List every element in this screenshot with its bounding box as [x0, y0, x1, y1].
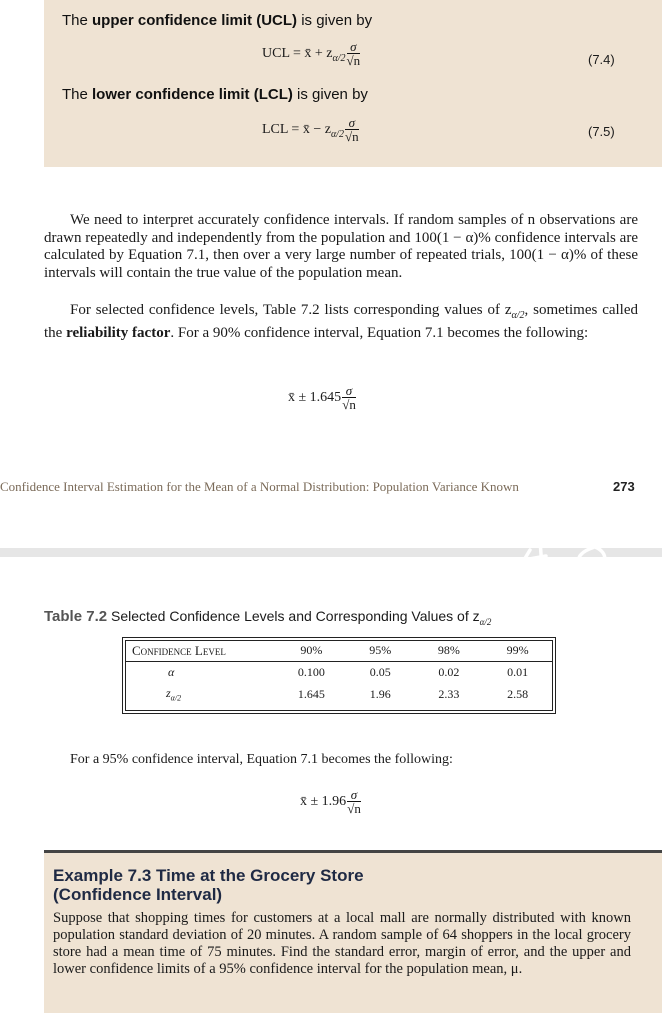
eq90-num: σ — [342, 384, 356, 398]
alpha-99: 0.01 — [507, 664, 529, 679]
level-99: 99% — [506, 643, 529, 658]
table-grid — [126, 641, 552, 705]
para2-post: . For a 90% confidence interval, Equation 7.1 becomes the following: — [170, 324, 589, 341]
ucl-definition — [62, 12, 372, 29]
lcl-fraction — [345, 116, 359, 144]
alpha-98: 0.02 — [438, 664, 460, 679]
ucl-frac-den: √n — [346, 53, 361, 68]
lcl-frac-num: σ — [345, 116, 359, 130]
equation-90 — [288, 384, 356, 412]
eq90-fraction — [342, 384, 356, 412]
table-row-z — [126, 683, 552, 705]
eq95-fraction — [347, 788, 361, 816]
alpha-90: 0.100 — [297, 664, 325, 679]
handwriting-scribble — [512, 514, 642, 570]
level-90: 90% — [300, 643, 323, 658]
level-98: 98% — [437, 643, 460, 658]
ucl-intro-pre: The — [62, 12, 93, 29]
ucl-equation — [262, 40, 360, 68]
handwritten-note — [512, 514, 642, 570]
table-caption — [44, 608, 491, 627]
z-95: 1.96 — [369, 686, 391, 701]
lcl-equation-number: (7.5) — [588, 124, 615, 139]
confidence-table — [122, 637, 556, 714]
eq90-lhs: x̄ ± 1.645 — [288, 390, 342, 406]
alpha-label: α — [168, 664, 175, 679]
para2-pre: For selected confidence levels, Table 7.2 lists corresponding values of z — [70, 302, 512, 318]
example-text: Suppose that shopping times for customers at a local mall are normally distributed with known population standard deviation of 20 minutes. A random sample of 64 shoppers in the local grocery store had a mean time of 75 minutes. Find the standard error, margin of error, and the upper and lower confidence limits of a 95% confidence interval for the population mean, μ. — [53, 910, 631, 977]
page-number: 273 — [613, 479, 635, 494]
equation-95 — [300, 788, 361, 816]
alpha-95: 0.05 — [369, 664, 391, 679]
para2-sub: α/2 — [511, 310, 525, 321]
lcl-intro-post: is given by — [292, 86, 368, 103]
paragraph-interpretation: We need to interpret accurately confidence intervals. If random samples of n observations are drawn repeatedly and independently from the population and 100(1 − α)% confidence intervals are calculated by Equation 7.1, then over a very large number of repeated trials, 100(1 − α)% of these intervals will contain the true value of the population mean. — [44, 212, 638, 281]
z-label: z — [166, 685, 171, 700]
lcl-intro-pre: The — [62, 86, 93, 103]
ucl-term: upper confidence limit (UCL) — [92, 12, 298, 29]
table-inner-border — [125, 640, 553, 711]
example-title-line2: (Confidence Interval) — [53, 885, 223, 904]
lcl-definition — [62, 86, 368, 103]
ucl-fraction — [347, 40, 361, 68]
lcl-equation — [262, 116, 359, 144]
header-confidence-level: Confidence Level — [132, 642, 226, 658]
z-99: 2.58 — [507, 686, 529, 701]
eq95-den: √n — [347, 801, 361, 816]
z-98: 2.33 — [438, 686, 460, 701]
table-caption-sub: α/2 — [479, 616, 492, 627]
example-title — [53, 866, 364, 904]
para2-mid: , sometimes called the — [44, 302, 639, 341]
lcl-frac-den: √n — [344, 129, 359, 144]
example-title-line1: Example 7.3 Time at the Grocery Store — [53, 866, 364, 885]
ucl-frac-num: σ — [347, 40, 361, 54]
ucl-equation-number: (7.4) — [588, 52, 615, 67]
table-label: Table 7.2 — [44, 608, 108, 625]
ucl-intro-post: is given by — [297, 12, 373, 29]
lcl-lhs: LCL = x̄ − z — [262, 122, 331, 138]
sentence-95: For a 95% confidence interval, Equation 7.1 becomes the following: — [70, 752, 453, 767]
paragraph-reliability-factor — [44, 302, 638, 342]
level-95: 95% — [369, 643, 392, 658]
reliability-factor-term: reliability factor — [66, 324, 171, 341]
eq95-num: σ — [347, 788, 361, 802]
lcl-sub: α/2 — [330, 129, 344, 141]
ucl-lhs: UCL = x̄ + z — [262, 46, 333, 62]
lcl-term: lower confidence limit (LCL) — [92, 86, 293, 103]
z-label-cell — [126, 683, 277, 705]
running-title: Confidence Interval Estimation for the Mean of a Normal Distribution: Population Variance Known — [0, 479, 519, 494]
eq90-den: √n — [342, 397, 356, 412]
table-caption-text: Selected Confidence Levels and Corresponding Values of z — [107, 608, 480, 624]
z-90: 1.645 — [297, 686, 325, 701]
ucl-sub: α/2 — [332, 53, 346, 65]
z-label-sub: α/2 — [170, 693, 182, 703]
table-row-alpha — [126, 661, 552, 683]
table-header-row — [126, 641, 552, 661]
eq95-lhs: x̄ ± 1.96 — [300, 794, 347, 810]
